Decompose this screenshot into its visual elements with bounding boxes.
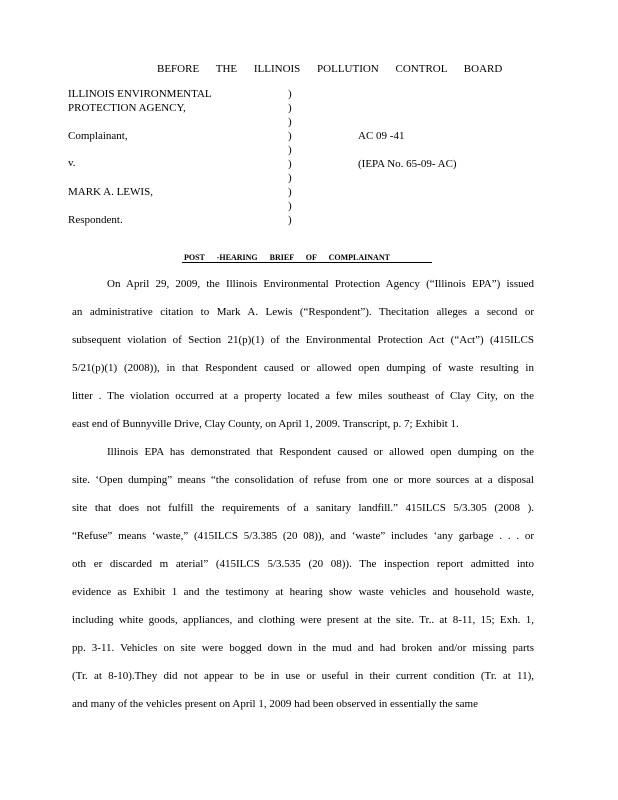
paragraph-2-line: Illinois EPA has demonstrated that Respondent caused or allowed open dumping on the (107, 446, 534, 458)
paragraph-1-line: 5/21(p)(1) (2008)), in that Respondent caused or allowed open dumping of waste resulting in (72, 362, 534, 374)
paragraph-2-line: and many of the vehicles present on April 1, 2009 had been observed in essentially the same (72, 698, 478, 710)
caption-party-line-2: PROTECTION AGENCY, (68, 102, 186, 114)
paragraph-2-line: evidence as Exhibit 1 and the testimony at hearing show waste vehicles and household waste, (72, 586, 534, 598)
caption-paren: ) (288, 144, 292, 156)
caption-respondent-label: Respondent. (68, 214, 123, 226)
paragraph-1-line: an administrative citation to Mark A. Lewis (“Respondent”). Thecitation alleges a second or (72, 306, 534, 318)
paragraph-1-line: subsequent violation of Section 21(p)(1) of the Environmental Protection Act (“Act”) (415ILCS (72, 334, 534, 346)
paragraph-2-line: pp. 3-11. Vehicles on site were bogged down in the mud and had broken and/or missing parts (72, 642, 534, 654)
paragraph-2-line: including white goods, appliances, and clothing were present at the site. Tr.. at 8-11, 15; Exh. 1, (72, 614, 534, 626)
caption-complainant-label: Complainant, (68, 130, 128, 142)
caption-paren: ) (288, 186, 292, 198)
caption-paren: ) (288, 116, 292, 128)
paragraph-2-line: site that does not fulfill the requirements of a sanitary landfill.” 415ILCS 5/3.305 (2008 ). (72, 502, 534, 514)
case-number: AC 09 -41 (358, 130, 405, 142)
caption-paren: ) (288, 200, 292, 212)
document-subtitle: POST -HEARING BRIEF OF COMPLAINANT (184, 253, 390, 262)
caption-respondent-name: MARK A. LEWIS, (68, 186, 153, 198)
caption-paren: ) (288, 102, 292, 114)
paragraph-1-line: On April 29, 2009, the Illinois Environmental Protection Agency (“Illinois EPA”) issued (107, 278, 534, 290)
paragraph-1-line: litter . The violation occurred at a property located a few miles southeast of Clay City, on the (72, 390, 534, 402)
caption-party-line-1: ILLINOIS ENVIRONMENTAL (68, 88, 212, 100)
subtitle-underline (182, 262, 432, 263)
caption-paren: ) (288, 158, 292, 170)
iepa-number: (IEPA No. 65-09- AC) (358, 158, 457, 170)
caption-versus: v. (68, 157, 76, 169)
caption-paren: ) (288, 172, 292, 184)
paragraph-2-line: site. ‘Open dumping” means “the consolidation of refuse from one or more sources at a disposal (72, 474, 534, 486)
caption-paren: ) (288, 214, 292, 226)
paragraph-2-line: (Tr. at 8-10).They did not appear to be in use or useful in their current condition (Tr. at 11), (72, 670, 534, 682)
caption-paren: ) (288, 88, 292, 100)
paragraph-2-line: oth er discarded m aterial” (415ILCS 5/3.535 (20 08)). The inspection report admitted into (72, 558, 534, 570)
board-title: BEFORE THE ILLINOIS POLLUTION CONTROL BOARD (157, 63, 503, 75)
caption-paren: ) (288, 130, 292, 142)
paragraph-2-line: “Refuse” means ‘waste,” (415ILCS 5/3.385 (20 08)), and ‘waste” includes ‘any garbage . . . or (72, 530, 534, 542)
paragraph-1-line: east end of Bunnyville Drive, Clay County, on April 1, 2009. Transcript, p. 7; Exhibit 1. (72, 418, 459, 430)
